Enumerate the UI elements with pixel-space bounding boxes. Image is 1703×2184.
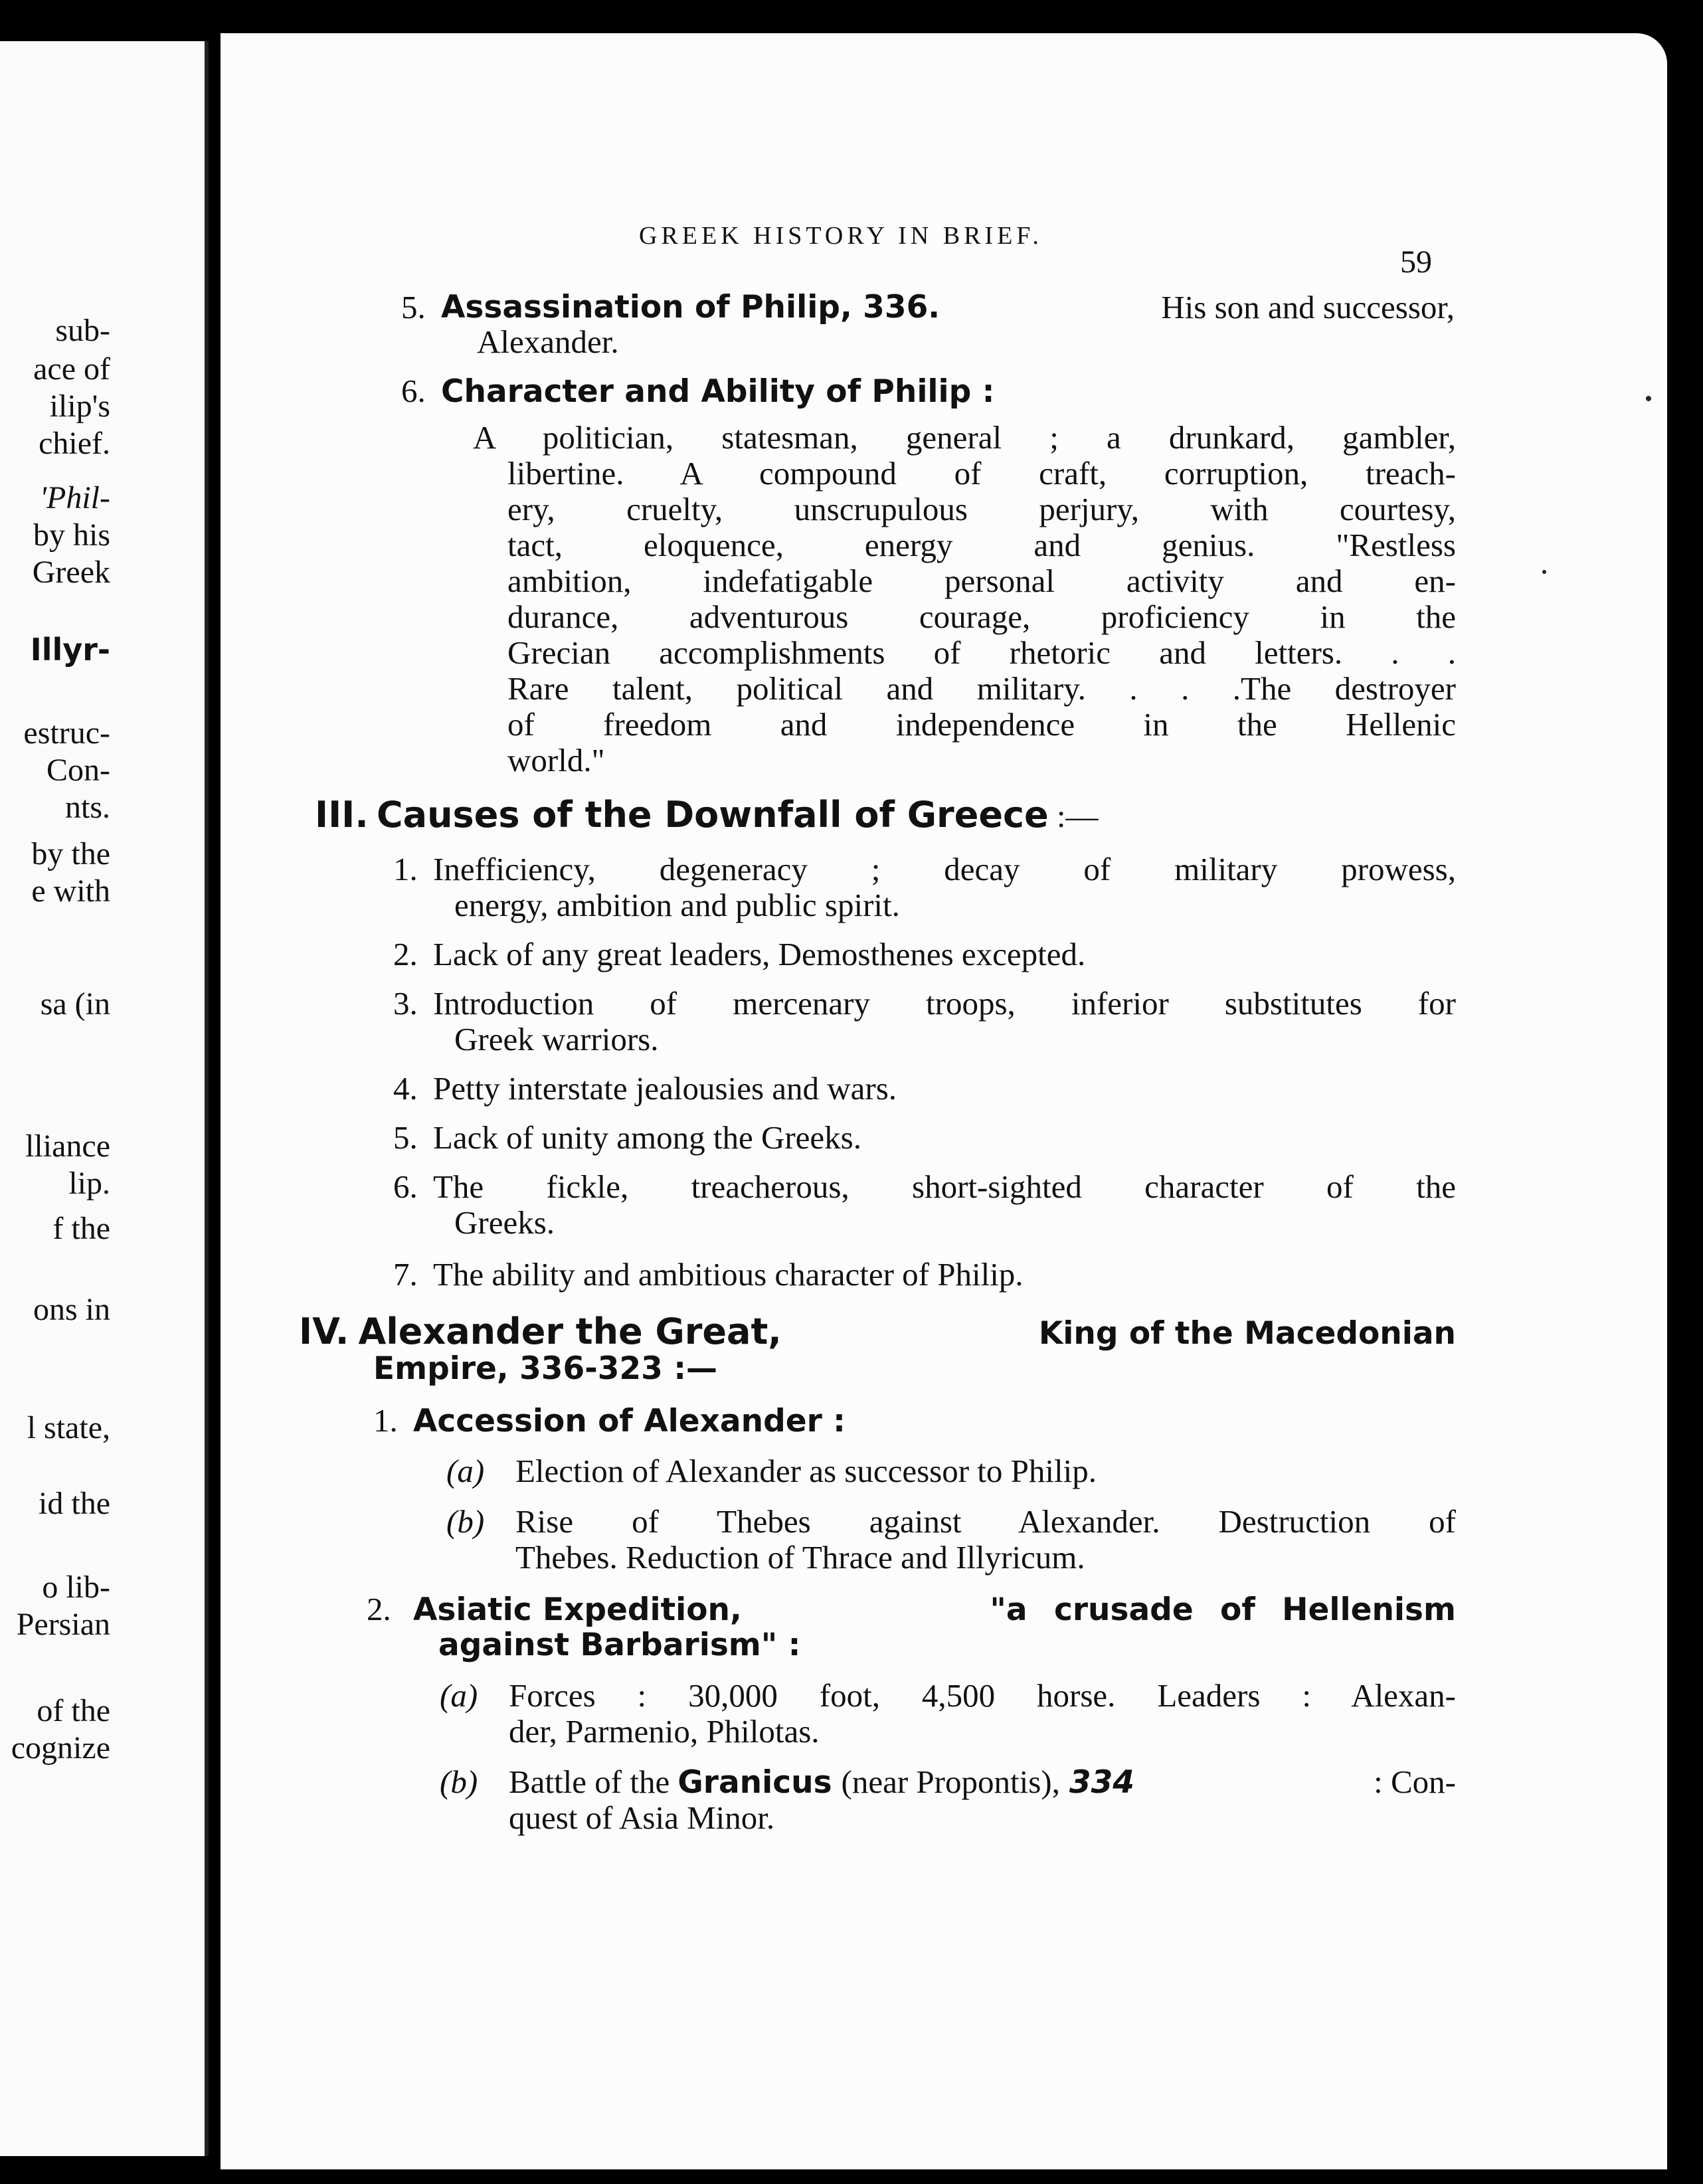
left-fragment-line: by his (33, 517, 110, 553)
character-paragraph-line: durance, adventurous courage, proficiency in the (507, 598, 1456, 635)
cause-item-6-cont: Greeks. (454, 1204, 555, 1241)
character-paragraph-line: A politician, statesman, general ; a drunkard, gambler, (473, 419, 1456, 456)
print-speck (1542, 570, 1546, 574)
character-paragraph-line: world." (507, 742, 605, 778)
left-page-fragment (0, 41, 209, 2156)
iv-item-2a-cont: der, Parmenio, Philotas. (509, 1713, 820, 1750)
left-fragment-line: id the (39, 1486, 110, 1521)
iv-item-2-heading-line2: against Barbarism" : (438, 1627, 801, 1663)
cause-item-3-cont: Greek warriors. (454, 1021, 659, 1057)
left-fragment-line: ace of (33, 351, 110, 387)
left-fragment-line: by the (31, 836, 110, 871)
left-fragment-line: Greek (32, 555, 110, 590)
character-paragraph-line: Rare talent, political and military. . . .The destroyer (507, 670, 1456, 707)
print-speck (1646, 396, 1651, 401)
item-text: His son and successor, (1161, 289, 1455, 325)
item-title: Assassination of Philip, 336. (441, 289, 941, 325)
iv-item-1b-cont: Thebes. Reduction of Thrace and Illyricum. (515, 1539, 1085, 1576)
cause-item-5: 5. Lack of unity among the Greeks. (393, 1119, 861, 1156)
iv-item-2-heading: 2. Asiatic Expedition, "a crusade of Hellenism (367, 1591, 1456, 1628)
battle-name: Granicus (677, 1764, 832, 1801)
battle-year: 334 (1069, 1764, 1134, 1801)
left-fragment-line: of the (37, 1693, 110, 1728)
character-paragraph-line: libertine. A compound of craft, corruption, treach- (507, 455, 1456, 492)
item-title: Accession of Alexander : (413, 1403, 846, 1439)
cause-item-4: 4. Petty interstate jealousies and wars. (393, 1070, 897, 1107)
section-title: Causes of the Downfall of Greece (377, 794, 1049, 836)
book-page (221, 33, 1667, 2169)
iv-item-1b: (b) Rise of Thebes against Alexander. Destruction of (446, 1503, 1456, 1540)
left-fragment-line: sa (in (40, 986, 110, 1022)
iv-item-2b: (b) Battle of the Granicus (near Propontis), 334 : Con- (440, 1764, 1456, 1801)
item-6-heading (401, 373, 994, 410)
section-iv-heading (299, 1311, 1456, 1352)
cause-item-1-cont: energy, ambition and public spirit. (454, 887, 900, 923)
section-title: Alexander the Great, (358, 1311, 782, 1352)
item-5-continuation: Alexander. (477, 323, 619, 360)
left-fragment-line: estruc- (23, 715, 110, 751)
left-fragment-line: f the (52, 1211, 110, 1246)
iv-item-1a: (a) Election of Alexander as successor to Philip. (446, 1453, 1097, 1489)
cause-item-7: 7. The ability and ambitious character of Philip. (393, 1256, 1024, 1293)
item-title: Asiatic Expedition, (413, 1592, 742, 1628)
section-title-suffix: :— (1056, 798, 1099, 834)
page-number: 59 (1400, 244, 1432, 280)
section-iii-heading (315, 794, 1099, 836)
left-fragment-line: e with (31, 873, 110, 909)
iv-item-1-heading: 1. Accession of Alexander : (373, 1402, 846, 1439)
item-quote: "a crusade of Hellenism (990, 1592, 1456, 1628)
left-fragment-line: 'Phil- (39, 480, 110, 515)
item-title: Character and Ability of Philip : (441, 373, 995, 410)
iv-item-2b-cont: quest of Asia Minor. (509, 1799, 775, 1836)
cause-item-2: 2. Lack of any great leaders, Demosthenes excepted. (393, 936, 1086, 972)
iv-item-2a: (a) Forces : 30,000 foot, 4,500 horse. Leaders : Alexan- (440, 1677, 1456, 1714)
left-fragment-line: cognize (11, 1730, 110, 1766)
character-paragraph-line: of freedom and independence in the Hellenic (507, 706, 1456, 743)
item-5-line (401, 290, 1455, 325)
character-paragraph-line: tact, eloquence, energy and genius. "Restless (507, 527, 1456, 563)
item-number: 6. (401, 373, 426, 409)
item-number: 5. (401, 289, 426, 325)
character-paragraph-line: ery, cruelty, unscrupulous perjury, with courtesy, (507, 491, 1456, 527)
left-fragment-line: sub- (55, 313, 110, 348)
left-fragment-line: nts. (64, 790, 110, 825)
running-title: GREEK HISTORY IN BRIEF. (639, 222, 1043, 250)
cause-item-1: 1. Inefficiency, degeneracy ; decay of military prowess, (393, 851, 1456, 887)
section-iv-heading-line2: Empire, 336-323 :— (373, 1350, 717, 1387)
cause-item-3: 3. Introduction of mercenary troops, inferior substitutes for (393, 985, 1456, 1022)
section-title-rest: King of the Macedonian (1038, 1315, 1456, 1352)
left-fragment-line: o lib- (42, 1570, 110, 1605)
section-numeral: III. (315, 794, 369, 836)
left-fragment-line: ons in (33, 1292, 110, 1327)
character-paragraph-line: ambition, indefatigable personal activity and en- (507, 563, 1456, 599)
cause-item-6: 6. The fickle, treacherous, short-sighted character of the (393, 1168, 1456, 1205)
character-paragraph-line: Grecian accomplishments of rhetoric and letters. . . (507, 634, 1456, 671)
left-fragment-line: chief. (39, 426, 110, 461)
left-fragment-line: lip. (68, 1166, 110, 1201)
left-fragment-line: Con- (46, 753, 110, 788)
left-fragment-line: Persian (16, 1607, 110, 1642)
left-fragment-line: lliance (25, 1129, 110, 1164)
left-fragment-line: l state, (27, 1410, 110, 1445)
section-numeral: IV. (299, 1311, 349, 1352)
left-fragment-line: ilip's (49, 389, 110, 424)
left-fragment-heading: Illyr- (30, 632, 110, 668)
